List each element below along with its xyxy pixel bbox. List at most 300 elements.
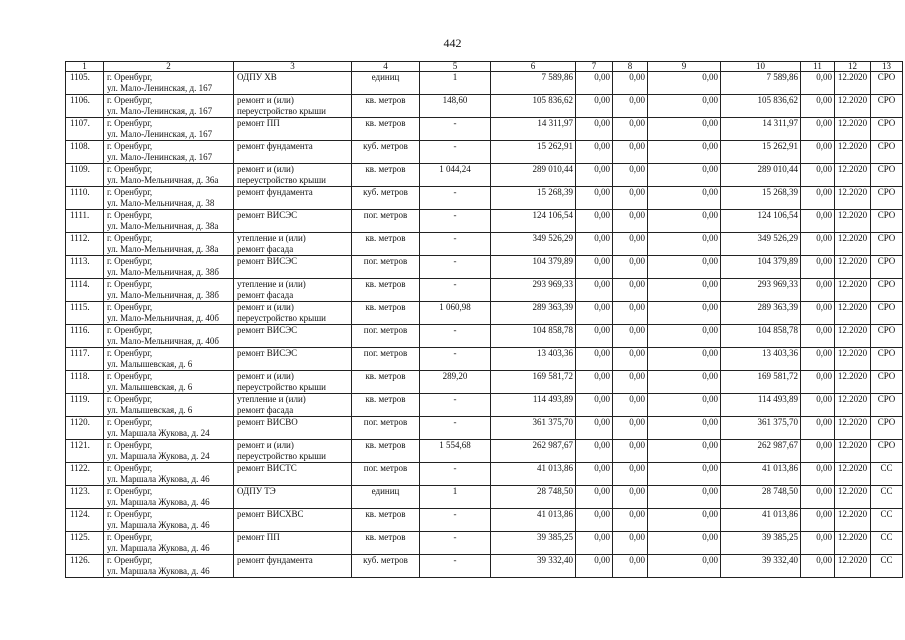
- row-number: 1116.: [66, 325, 104, 348]
- column-header-3: 3: [234, 62, 352, 72]
- address-street: ул. Маршала Жукова, д. 46: [107, 473, 210, 484]
- address-street: ул. Мало-Ленинская, д. 167: [107, 151, 213, 162]
- address-street: ул. Мало-Ленинская, д. 167: [107, 128, 213, 139]
- row-number: 1107.: [66, 118, 104, 141]
- address-cell: [104, 509, 234, 532]
- column-header-4: 4: [352, 62, 420, 72]
- total-cost-cell: 105 836,62: [491, 95, 576, 118]
- deadline-cell: 12.2020: [835, 233, 871, 256]
- col9-cell: 0,00: [648, 210, 721, 233]
- row-number: 1113.: [66, 256, 104, 279]
- work-type-line1: ремонт фундамента: [237, 187, 313, 197]
- deadline-cell: 12.2020: [835, 118, 871, 141]
- quantity-cell: 1 060,98: [420, 302, 491, 325]
- col7-cell: 0,00: [576, 72, 613, 95]
- method-cell: СРО: [871, 141, 903, 164]
- row-number: 1124.: [66, 509, 104, 532]
- work-type-line1: утепление и (или): [237, 233, 306, 243]
- quantity-cell: -: [420, 555, 491, 578]
- address-street: ул. Мало-Мельничная, д. 38б: [107, 289, 219, 300]
- col9-cell: 0,00: [648, 325, 721, 348]
- col11-cell: 0,00: [801, 509, 835, 532]
- table-row: [66, 210, 903, 233]
- col11-cell: 0,00: [801, 325, 835, 348]
- quantity-cell: -: [420, 279, 491, 302]
- work-type-line1: ремонт ВИСВО: [237, 417, 298, 427]
- col11-cell: 0,00: [801, 256, 835, 279]
- table-row: [66, 325, 903, 348]
- address-cell: [104, 256, 234, 279]
- col11-cell: 0,00: [801, 279, 835, 302]
- col11-cell: 0,00: [801, 532, 835, 555]
- deadline-cell: 12.2020: [835, 187, 871, 210]
- unit-cell: пог. метров: [352, 463, 420, 486]
- total-cost-cell: 15 268,39: [491, 187, 576, 210]
- total-cost-cell: 289 363,39: [491, 302, 576, 325]
- quantity-cell: 1: [420, 72, 491, 95]
- col7-cell: 0,00: [576, 279, 613, 302]
- address-cell: [104, 164, 234, 187]
- col10-cell: 293 969,33: [721, 279, 801, 302]
- work-type-line1: ОДПУ ТЭ: [237, 486, 276, 496]
- col9-cell: 0,00: [648, 279, 721, 302]
- col11-cell: 0,00: [801, 233, 835, 256]
- col7-cell: 0,00: [576, 95, 613, 118]
- table-row: [66, 509, 903, 532]
- address-cell: [104, 417, 234, 440]
- address-city: г. Оренбург,: [107, 325, 153, 335]
- address-cell: [104, 325, 234, 348]
- column-number-row: [66, 62, 903, 72]
- col9-cell: 0,00: [648, 463, 721, 486]
- column-header-12: 12: [835, 62, 871, 72]
- address-cell: [104, 486, 234, 509]
- address-city: г. Оренбург,: [107, 256, 153, 266]
- table-row: [66, 95, 903, 118]
- total-cost-cell: 289 010,44: [491, 164, 576, 187]
- address-street: ул. Маршала Жукова, д. 24: [107, 450, 210, 461]
- address-city: г. Оренбург,: [107, 95, 153, 105]
- address-city: г. Оренбург,: [107, 279, 153, 289]
- col7-cell: 0,00: [576, 118, 613, 141]
- work-type-line1: ремонт ВИСЭС: [237, 210, 298, 220]
- address-city: г. Оренбург,: [107, 417, 153, 427]
- address-city: г. Оренбург,: [107, 141, 153, 151]
- address-cell: [104, 371, 234, 394]
- unit-cell: пог. метров: [352, 210, 420, 233]
- table-row: [66, 72, 903, 95]
- method-cell: СРО: [871, 256, 903, 279]
- column-header-9: 9: [648, 62, 721, 72]
- address-street: ул. Маршала Жукова, д. 46: [107, 565, 210, 576]
- row-number: 1105.: [66, 72, 104, 95]
- quantity-cell: 1: [420, 486, 491, 509]
- col9-cell: 0,00: [648, 302, 721, 325]
- unit-cell: единиц: [352, 72, 420, 95]
- address-street: ул. Мало-Мельничная, д. 36а: [107, 174, 219, 185]
- work-type-cell: [234, 417, 352, 440]
- method-cell: СРО: [871, 95, 903, 118]
- col8-cell: 0,00: [613, 210, 648, 233]
- work-type-line1: ремонт ПП: [237, 532, 280, 542]
- deadline-cell: 12.2020: [835, 463, 871, 486]
- total-cost-cell: 7 589,86: [491, 72, 576, 95]
- address-cell: [104, 463, 234, 486]
- col7-cell: 0,00: [576, 256, 613, 279]
- address-street: ул. Мало-Ленинская, д. 167: [107, 105, 213, 116]
- deadline-cell: 12.2020: [835, 555, 871, 578]
- quantity-cell: 148,60: [420, 95, 491, 118]
- row-number: 1117.: [66, 348, 104, 371]
- work-type-cell: [234, 164, 352, 187]
- address-city: г. Оренбург,: [107, 555, 153, 565]
- work-type-line1: ремонт фундамента: [237, 555, 313, 565]
- col10-cell: 169 581,72: [721, 371, 801, 394]
- unit-cell: кв. метров: [352, 532, 420, 555]
- address-city: г. Оренбург,: [107, 210, 153, 220]
- address-street: ул. Маршала Жукова, д. 46: [107, 496, 210, 507]
- col8-cell: 0,00: [613, 233, 648, 256]
- unit-cell: куб. метров: [352, 141, 420, 164]
- work-type-cell: [234, 279, 352, 302]
- quantity-cell: -: [420, 509, 491, 532]
- row-number: 1125.: [66, 532, 104, 555]
- address-city: г. Оренбург,: [107, 440, 153, 450]
- method-cell: СРО: [871, 302, 903, 325]
- table-row: [66, 371, 903, 394]
- col7-cell: 0,00: [576, 164, 613, 187]
- column-header-7: 7: [576, 62, 613, 72]
- row-number: 1110.: [66, 187, 104, 210]
- address-street: ул. Маршала Жукова, д. 46: [107, 519, 210, 530]
- col7-cell: 0,00: [576, 187, 613, 210]
- table-row: [66, 463, 903, 486]
- deadline-cell: 12.2020: [835, 256, 871, 279]
- work-type-cell: [234, 233, 352, 256]
- address-city: г. Оренбург,: [107, 164, 153, 174]
- total-cost-cell: 104 858,78: [491, 325, 576, 348]
- col9-cell: 0,00: [648, 141, 721, 164]
- address-city: г. Оренбург,: [107, 371, 153, 381]
- work-type-line1: ремонт ВИСЭС: [237, 325, 298, 335]
- address-street: ул. Маршала Жукова, д. 24: [107, 427, 210, 438]
- work-type-cell: [234, 555, 352, 578]
- table-row: [66, 302, 903, 325]
- method-cell: СРО: [871, 118, 903, 141]
- col10-cell: 28 748,50: [721, 486, 801, 509]
- col8-cell: 0,00: [613, 348, 648, 371]
- total-cost-cell: 169 581,72: [491, 371, 576, 394]
- address-street: ул. Мало-Мельничная, д. 38: [107, 197, 215, 208]
- col9-cell: 0,00: [648, 532, 721, 555]
- method-cell: СРО: [871, 233, 903, 256]
- col7-cell: 0,00: [576, 486, 613, 509]
- col11-cell: 0,00: [801, 371, 835, 394]
- deadline-cell: 12.2020: [835, 394, 871, 417]
- address-cell: [104, 302, 234, 325]
- work-type-line1: ремонт ВИСТС: [237, 463, 297, 473]
- address-street: ул. Мало-Ленинская, д. 167: [107, 82, 213, 93]
- row-number: 1118.: [66, 371, 104, 394]
- total-cost-cell: 13 403,36: [491, 348, 576, 371]
- work-type-cell: [234, 325, 352, 348]
- col11-cell: 0,00: [801, 394, 835, 417]
- quantity-cell: -: [420, 348, 491, 371]
- col9-cell: 0,00: [648, 348, 721, 371]
- quantity-cell: -: [420, 118, 491, 141]
- table-row: [66, 187, 903, 210]
- table-body: [66, 72, 903, 578]
- row-number: 1115.: [66, 302, 104, 325]
- method-cell: СРО: [871, 348, 903, 371]
- col10-cell: 289 010,44: [721, 164, 801, 187]
- col9-cell: 0,00: [648, 394, 721, 417]
- address-cell: [104, 141, 234, 164]
- col10-cell: 104 379,89: [721, 256, 801, 279]
- table-row: [66, 440, 903, 463]
- work-type-line1: ремонт ВИСЭС: [237, 348, 298, 358]
- deadline-cell: 12.2020: [835, 279, 871, 302]
- col11-cell: 0,00: [801, 210, 835, 233]
- address-street: ул. Маршала Жукова, д. 46: [107, 542, 210, 553]
- col9-cell: 0,00: [648, 95, 721, 118]
- total-cost-cell: 28 748,50: [491, 486, 576, 509]
- work-type-line1: ремонт и (или): [237, 371, 294, 381]
- row-number: 1123.: [66, 486, 104, 509]
- col10-cell: 104 858,78: [721, 325, 801, 348]
- total-cost-cell: 104 379,89: [491, 256, 576, 279]
- deadline-cell: 12.2020: [835, 348, 871, 371]
- work-type-line2: переустройство крыши: [237, 381, 326, 392]
- deadline-cell: 12.2020: [835, 95, 871, 118]
- col10-cell: 39 332,40: [721, 555, 801, 578]
- address-cell: [104, 187, 234, 210]
- deadline-cell: 12.2020: [835, 302, 871, 325]
- deadline-cell: 12.2020: [835, 164, 871, 187]
- col7-cell: 0,00: [576, 371, 613, 394]
- work-type-cell: [234, 256, 352, 279]
- work-type-cell: [234, 509, 352, 532]
- quantity-cell: -: [420, 417, 491, 440]
- table-row: [66, 348, 903, 371]
- unit-cell: куб. метров: [352, 555, 420, 578]
- work-type-line1: утепление и (или): [237, 394, 306, 404]
- work-type-cell: [234, 440, 352, 463]
- quantity-cell: -: [420, 325, 491, 348]
- total-cost-cell: 14 311,97: [491, 118, 576, 141]
- address-city: г. Оренбург,: [107, 532, 153, 542]
- col7-cell: 0,00: [576, 233, 613, 256]
- address-cell: [104, 394, 234, 417]
- column-header-6: 6: [491, 62, 576, 72]
- row-number: 1119.: [66, 394, 104, 417]
- col9-cell: 0,00: [648, 233, 721, 256]
- work-type-line1: ремонт ВИСХВС: [237, 509, 304, 519]
- row-number: 1111.: [66, 210, 104, 233]
- deadline-cell: 12.2020: [835, 72, 871, 95]
- work-type-cell: [234, 118, 352, 141]
- method-cell: СРО: [871, 325, 903, 348]
- col8-cell: 0,00: [613, 302, 648, 325]
- table-row: [66, 417, 903, 440]
- deadline-cell: 12.2020: [835, 532, 871, 555]
- work-type-cell: [234, 486, 352, 509]
- method-cell: СРО: [871, 371, 903, 394]
- address-street: ул. Мало-Мельничная, д. 38а: [107, 220, 219, 231]
- col10-cell: 14 311,97: [721, 118, 801, 141]
- col11-cell: 0,00: [801, 187, 835, 210]
- unit-cell: кв. метров: [352, 279, 420, 302]
- deadline-cell: 12.2020: [835, 210, 871, 233]
- table-row: [66, 555, 903, 578]
- col8-cell: 0,00: [613, 141, 648, 164]
- address-city: г. Оренбург,: [107, 394, 153, 404]
- quantity-cell: 289,20: [420, 371, 491, 394]
- col8-cell: 0,00: [613, 486, 648, 509]
- address-city: г. Оренбург,: [107, 486, 153, 496]
- col7-cell: 0,00: [576, 417, 613, 440]
- row-number: 1120.: [66, 417, 104, 440]
- unit-cell: кв. метров: [352, 394, 420, 417]
- unit-cell: единиц: [352, 486, 420, 509]
- col10-cell: 124 106,54: [721, 210, 801, 233]
- col11-cell: 0,00: [801, 463, 835, 486]
- work-type-line2: ремонт фасада: [237, 404, 294, 415]
- col10-cell: 361 375,70: [721, 417, 801, 440]
- col7-cell: 0,00: [576, 532, 613, 555]
- row-number: 1108.: [66, 141, 104, 164]
- work-type-cell: [234, 394, 352, 417]
- total-cost-cell: 114 493,89: [491, 394, 576, 417]
- address-cell: [104, 95, 234, 118]
- address-street: ул. Мало-Мельничная, д. 38а: [107, 243, 219, 254]
- work-type-line1: ремонт фундамента: [237, 141, 313, 151]
- col10-cell: 289 363,39: [721, 302, 801, 325]
- column-header-1: 1: [66, 62, 104, 72]
- col11-cell: 0,00: [801, 348, 835, 371]
- col7-cell: 0,00: [576, 509, 613, 532]
- address-street: ул. Мало-Мельничная, д. 38б: [107, 266, 219, 277]
- unit-cell: пог. метров: [352, 348, 420, 371]
- col7-cell: 0,00: [576, 348, 613, 371]
- method-cell: СРО: [871, 187, 903, 210]
- unit-cell: кв. метров: [352, 371, 420, 394]
- method-cell: СС: [871, 463, 903, 486]
- work-type-line1: ремонт и (или): [237, 164, 294, 174]
- work-type-cell: [234, 348, 352, 371]
- col7-cell: 0,00: [576, 302, 613, 325]
- quantity-cell: -: [420, 463, 491, 486]
- row-number: 1112.: [66, 233, 104, 256]
- col10-cell: 7 589,86: [721, 72, 801, 95]
- work-type-cell: [234, 210, 352, 233]
- col9-cell: 0,00: [648, 72, 721, 95]
- col11-cell: 0,00: [801, 440, 835, 463]
- col7-cell: 0,00: [576, 463, 613, 486]
- row-number: 1121.: [66, 440, 104, 463]
- method-cell: СС: [871, 509, 903, 532]
- col7-cell: 0,00: [576, 141, 613, 164]
- column-header-13: 13: [871, 62, 903, 72]
- quantity-cell: -: [420, 532, 491, 555]
- work-type-line2: ремонт фасада: [237, 243, 294, 254]
- total-cost-cell: 349 526,29: [491, 233, 576, 256]
- work-type-line1: ОДПУ ХВ: [237, 72, 277, 82]
- table-row: [66, 279, 903, 302]
- table-row: [66, 141, 903, 164]
- page-number: 442: [443, 36, 462, 50]
- quantity-cell: 1 044,24: [420, 164, 491, 187]
- table-row: [66, 256, 903, 279]
- col8-cell: 0,00: [613, 118, 648, 141]
- col7-cell: 0,00: [576, 325, 613, 348]
- unit-cell: кв. метров: [352, 118, 420, 141]
- work-type-cell: [234, 371, 352, 394]
- col9-cell: 0,00: [648, 164, 721, 187]
- col7-cell: 0,00: [576, 394, 613, 417]
- col11-cell: 0,00: [801, 95, 835, 118]
- table-row: [66, 164, 903, 187]
- row-number: 1114.: [66, 279, 104, 302]
- table-row: [66, 486, 903, 509]
- col11-cell: 0,00: [801, 141, 835, 164]
- address-cell: [104, 555, 234, 578]
- column-header-11: 11: [801, 62, 835, 72]
- work-type-cell: [234, 463, 352, 486]
- address-cell: [104, 532, 234, 555]
- method-cell: СРО: [871, 417, 903, 440]
- method-cell: СРО: [871, 394, 903, 417]
- quantity-cell: -: [420, 233, 491, 256]
- method-cell: СС: [871, 555, 903, 578]
- col8-cell: 0,00: [613, 440, 648, 463]
- col11-cell: 0,00: [801, 164, 835, 187]
- work-type-line2: переустройство крыши: [237, 105, 326, 116]
- work-type-line1: ремонт ПП: [237, 118, 280, 128]
- col9-cell: 0,00: [648, 371, 721, 394]
- col11-cell: 0,00: [801, 118, 835, 141]
- table-row: [66, 532, 903, 555]
- quantity-cell: -: [420, 187, 491, 210]
- address-city: г. Оренбург,: [107, 302, 153, 312]
- deadline-cell: 12.2020: [835, 371, 871, 394]
- unit-cell: пог. метров: [352, 325, 420, 348]
- col10-cell: 39 385,25: [721, 532, 801, 555]
- col8-cell: 0,00: [613, 532, 648, 555]
- col11-cell: 0,00: [801, 302, 835, 325]
- address-city: г. Оренбург,: [107, 233, 153, 243]
- total-cost-cell: 39 385,25: [491, 532, 576, 555]
- method-cell: СРО: [871, 210, 903, 233]
- address-cell: [104, 210, 234, 233]
- work-type-cell: [234, 72, 352, 95]
- table-row: [66, 118, 903, 141]
- total-cost-cell: 41 013,86: [491, 509, 576, 532]
- quantity-cell: -: [420, 256, 491, 279]
- col11-cell: 0,00: [801, 417, 835, 440]
- col9-cell: 0,00: [648, 187, 721, 210]
- work-type-cell: [234, 302, 352, 325]
- total-cost-cell: 361 375,70: [491, 417, 576, 440]
- total-cost-cell: 124 106,54: [491, 210, 576, 233]
- work-type-line1: ремонт и (или): [237, 440, 294, 450]
- col10-cell: 15 268,39: [721, 187, 801, 210]
- quantity-cell: 1 554,68: [420, 440, 491, 463]
- col9-cell: 0,00: [648, 118, 721, 141]
- col8-cell: 0,00: [613, 394, 648, 417]
- col11-cell: 0,00: [801, 555, 835, 578]
- col8-cell: 0,00: [613, 187, 648, 210]
